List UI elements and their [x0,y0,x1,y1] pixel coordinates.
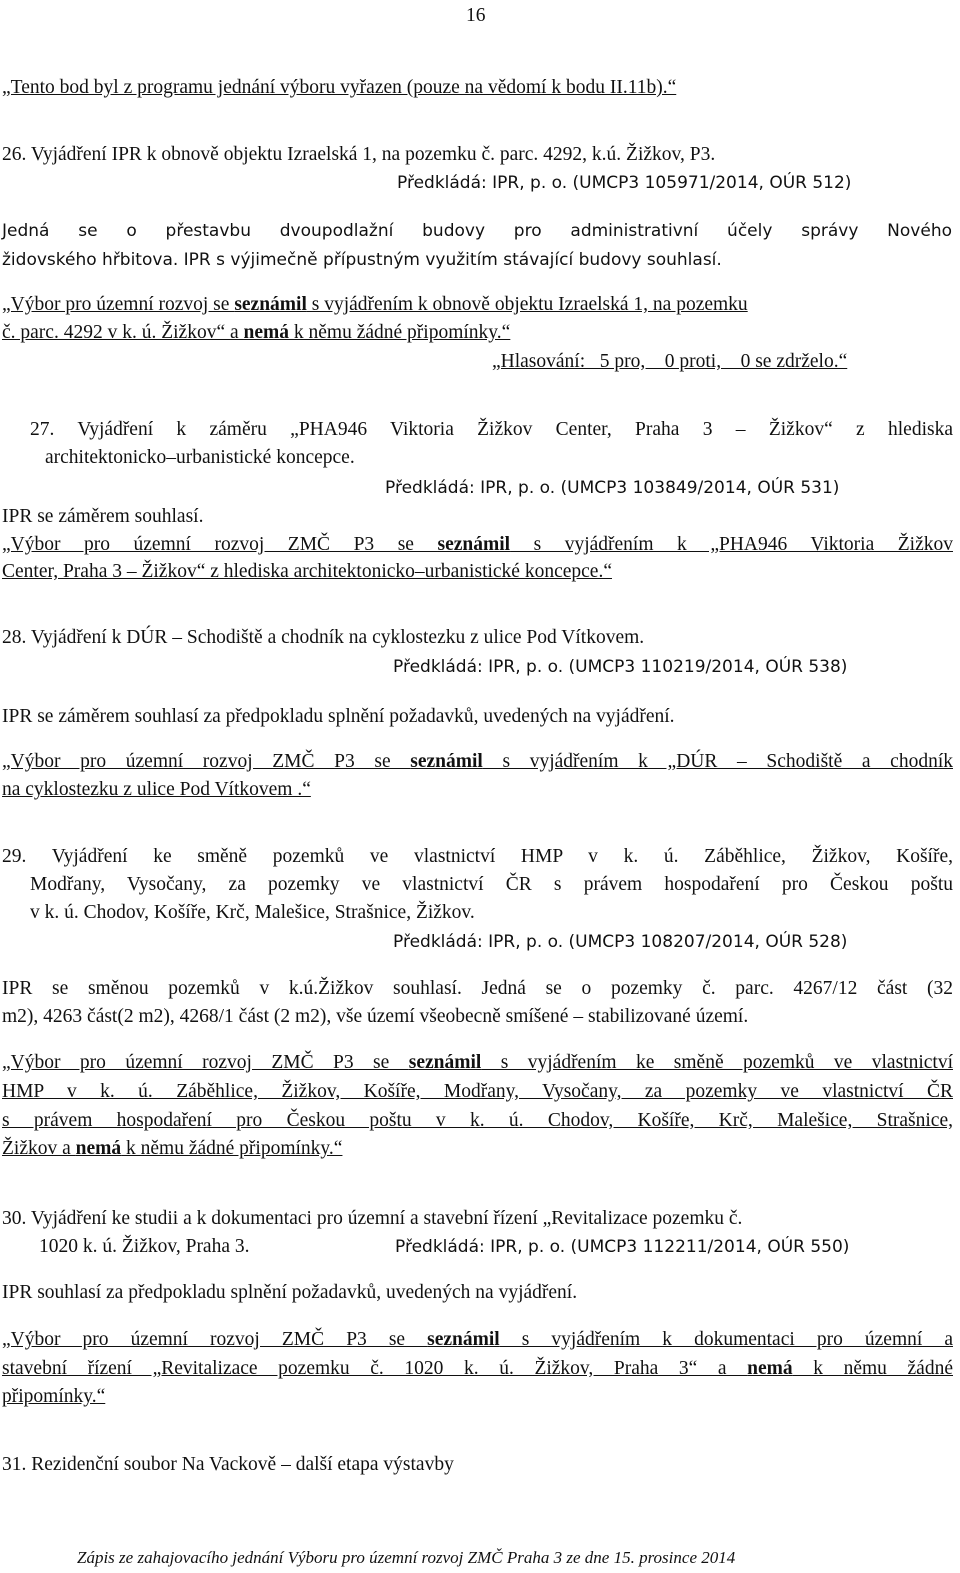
item-26-resolution-1: „Výbor pro územní rozvoj se seznámil s vyjádřením k obnově objektu Izraelská 1, na pozemku [2,294,748,315]
item-29-resolution-3: s právem hospodaření pro Českou poštu v k. ú. Chodov, Košíře, Krč, Malešice, Strašnice, [2,1110,953,1131]
item-29-title-3: v k. ú. Chodov, Košíře, Krč, Malešice, Strašnice, Žižkov. [30,902,475,923]
item-28-text: IPR se záměrem souhlasí za předpokladu splnění požadavků, uvedených na vyjádření. [2,706,675,727]
page-number: 16 [466,5,486,26]
item-28-resolution-2: na cyklostezku z ulice Pod Vítkovem .“ [2,779,311,800]
item-29-resolution-2: HMP v k. ú. Záběhlice, Žižkov, Košíře, Modřany, Vysočany, za pozemky ve vlastnictví ČR [2,1081,953,1102]
item-26-submitter: Předkládá: IPR, p. o. (UMCP3 105971/2014, OÚR 512) [397,173,852,193]
item-26-title: 26. Vyjádření IPR k obnově objektu Izraelská 1, na pozemku č. parc. 4292, k.ú. Žižkov, P3. [2,144,716,165]
item-27-title: 27. Vyjádření k záměru „PHA946 Viktoria Žižkov Center, Praha 3 – Žižkov“ z hlediska [30,419,953,440]
item-30-title-2: 1020 k. ú. Žižkov, Praha 3. [39,1236,250,1257]
item-29-text-2: m2), 4263 část(2 m2), 4268/1 část (2 m2), vše území všeobecně smíšené – stabilizované území. [2,1006,749,1027]
item-29-title-2: Modřany, Vysočany, za pozemky ve vlastnictví ČR s právem hospodaření pro Českou poštu [30,874,953,895]
note-removed-item: „Tento bod byl z programu jednání výboru vyřazen (pouze na vědomí k bodu II.11b).“ [2,77,677,98]
item-30-text: IPR souhlasí za předpokladu splnění požadavků, uvedených na vyjádření. [2,1282,578,1303]
item-29-resolution-1: „Výbor pro územní rozvoj ZMČ P3 se seznámil s vyjádřením ke směně pozemků ve vlastnictví [2,1052,953,1073]
item-30-resolution-1: „Výbor pro územní rozvoj ZMČ P3 se seznámil s vyjádřením k dokumentaci pro územní a [2,1329,953,1350]
item-26-resolution-2: č. parc. 4292 v k. ú. Žižkov“ a nemá k němu žádné připomínky.“ [2,322,511,343]
item-26-text-1: Jedná se o přestavbu dvoupodlažní budovy pro administrativní účely správy Nového [2,221,952,241]
item-26-vote: „Hlasování: 5 pro, 0 proti, 0 se zdrželo.“ [492,351,848,372]
page-footer: Zápis ze zahajovacího jednání Výboru pro územní rozvoj ZMČ Praha 3 ze dne 15. prosince 2014 [77,1548,736,1567]
item-26-text-2: židovského hřbitova. IPR s výjimečně přípustným využitím stávající budovy souhlasí. [2,250,722,270]
item-29-resolution-4: Žižkov a nemá k němu žádné připomínky.“ [2,1138,343,1159]
item-27-resolution-1: „Výbor pro územní rozvoj ZMČ P3 se seznámil s vyjádřením k „PHA946 Viktoria Žižkov [2,534,953,555]
item-29-text-1: IPR se směnou pozemků v k.ú.Žižkov souhlasí. Jedná se o pozemky č. parc. 4267/12 část (32 [2,978,953,999]
item-29-title-1: 29. Vyjádření ke směně pozemků ve vlastnictví HMP v k. ú. Záběhlice, Žižkov, Košíře, [2,846,953,867]
item-31-title: 31. Rezidenční soubor Na Vackově – další etapa výstavby [2,1454,454,1475]
item-28-submitter: Předkládá: IPR, p. o. (UMCP3 110219/2014, OÚR 538) [393,657,848,677]
item-30-resolution-2: stavební řízení „Revitalizace pozemku č. 1020 k. ú. Žižkov, Praha 3“ a nemá k němu žádné [2,1358,953,1379]
item-27-submitter: Předkládá: IPR, p. o. (UMCP3 103849/2014, OÚR 531) [385,478,840,498]
item-30-title: 30. Vyjádření ke studii a k dokumentaci pro územní a stavební řízení „Revitalizace pozemku č. [2,1208,743,1229]
item-30-resolution-3: připomínky.“ [2,1386,106,1407]
item-29-submitter: Předkládá: IPR, p. o. (UMCP3 108207/2014, OÚR 528) [393,932,848,952]
item-27-title-2: architektonicko–urbanistické koncepce. [45,447,355,468]
item-28-title: 28. Vyjádření k DÚR – Schodiště a chodník na cyklostezku z ulice Pod Vítkovem. [2,627,645,648]
item-30-submitter: Předkládá: IPR, p. o. (UMCP3 112211/2014, OÚR 550) [395,1237,850,1257]
item-27-resolution-2: Center, Praha 3 – Žižkov“ z hlediska architektonicko–urbanistické koncepce.“ [2,561,612,582]
item-27-text: IPR se záměrem souhlasí. [2,506,204,527]
item-28-resolution-1: „Výbor pro územní rozvoj ZMČ P3 se seznámil s vyjádřením k „DÚR – Schodiště a chodník [2,751,953,772]
